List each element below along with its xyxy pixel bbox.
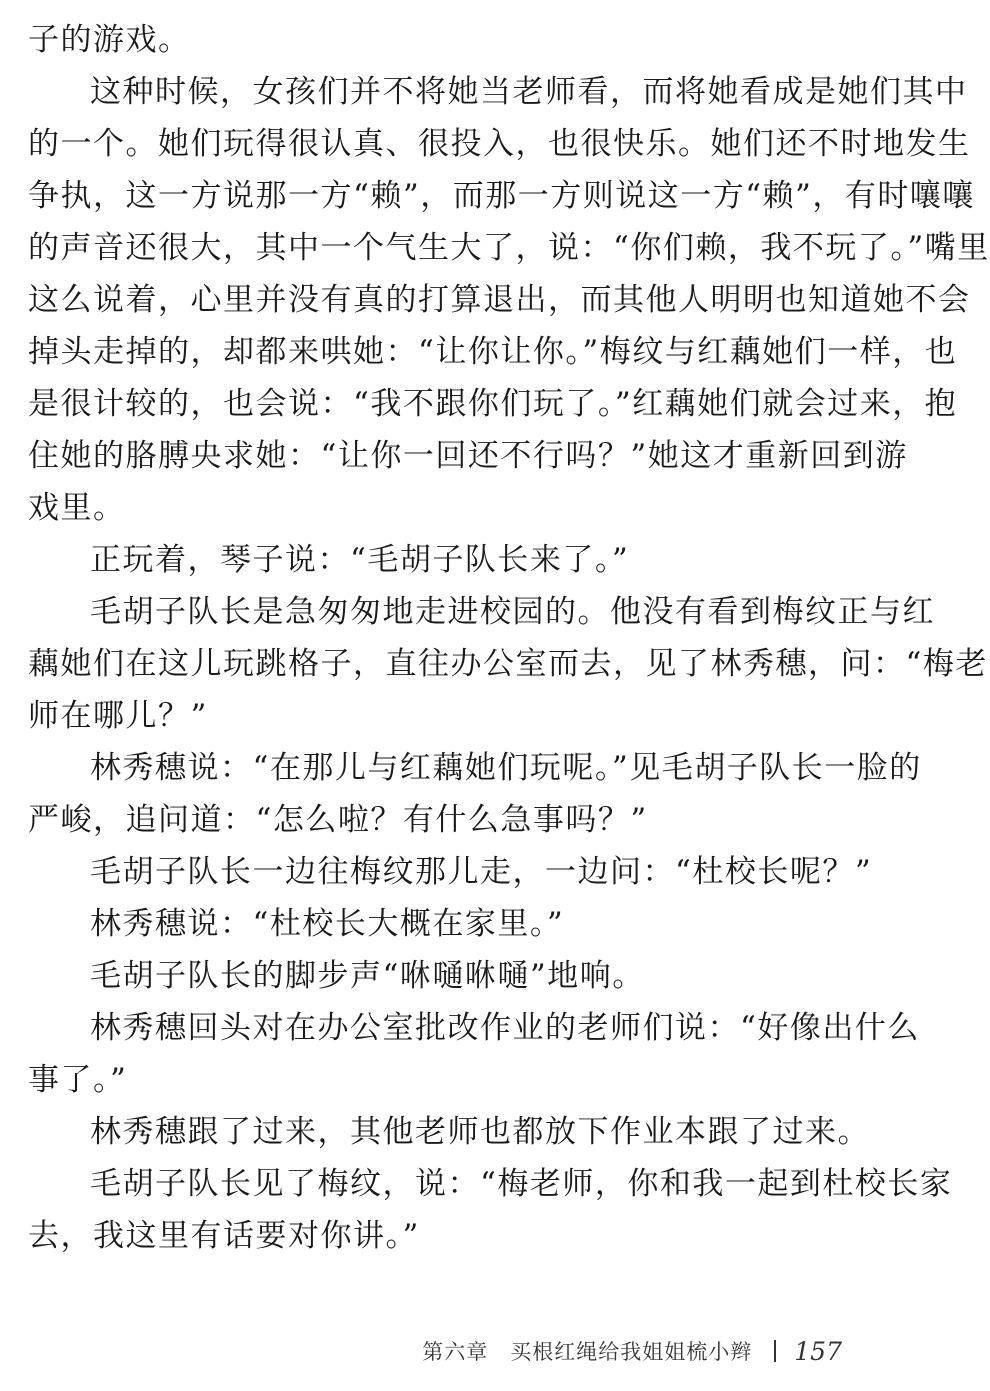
- text-line: 毛胡子队长的脚步声“咻嗵咻嗵”地响。: [90, 958, 645, 994]
- text-line: 这种时候，女孩们并不将她当老师看，而将她看成是她们其中: [90, 74, 968, 110]
- text-line: 住她的胳膊央求她：“让你一回还不行吗？”她这才重新回到游: [28, 438, 908, 474]
- text-line: 子的游戏。: [28, 22, 191, 58]
- text-line: 戏里。: [28, 490, 126, 526]
- text-line: 去，我这里有话要对你讲。”: [28, 1218, 420, 1254]
- text-line: 林秀穗跟了过来，其他老师也都放下作业本跟了过来。: [90, 1114, 870, 1150]
- text-line: 正玩着，琴子说：“毛胡子队长来了。”: [90, 542, 630, 578]
- text-line: 毛胡子队长一边往梅纹那儿走，一边问：“杜校长呢？”: [90, 854, 873, 890]
- text-line: 这么说着，心里并没有真的打算退出，而其他人明明也知道她不会: [28, 282, 971, 318]
- page-footer: [422, 1334, 842, 1368]
- text-line: 掉头走掉的，却都来哄她：“让你让你。”梅纹与红藕她们一样，也: [28, 334, 958, 370]
- chapter-title: 第六章 买根红绳给我姐姐梳小辫: [422, 1340, 753, 1364]
- footer-divider: [774, 1340, 776, 1362]
- book-page-body: [28, 14, 990, 1262]
- text-line: 林秀穗回头对在办公室批改作业的老师们说：“好像出什么: [90, 1010, 920, 1046]
- text-line: 藕她们在这儿玩跳格子，直往办公室而去，见了林秀穗，问：“梅老: [28, 646, 988, 682]
- text-line: 事了。”: [28, 1062, 128, 1098]
- text-line: 争执，这一方说那一方“赖”，而那一方则说这一方“赖”，有时嚷嚷: [28, 178, 975, 214]
- text-line: 师在哪儿？”: [28, 698, 208, 734]
- text-line: 林秀穗说：“杜校长大概在家里。”: [90, 906, 565, 942]
- text-line: 林秀穗说：“在那儿与红藕她们玩呢。”见毛胡子队长一脸的: [90, 750, 922, 786]
- text-line: 毛胡子队长是急匆匆地走进校园的。他没有看到梅纹正与红: [90, 594, 935, 630]
- text-line: 毛胡子队长见了梅纹，说：“梅老师，你和我一起到杜校长家: [90, 1166, 953, 1202]
- text-line: 是很计较的，也会说：“我不跟你们玩了。”红藕她们就会过来，抱: [28, 386, 958, 422]
- text-line: 严峻，追问道：“怎么啦？有什么急事吗？”: [28, 802, 648, 838]
- page-number: 157: [794, 1336, 842, 1366]
- text-line: 的一个。她们玩得很认真、很投入，也很快乐。她们还不时地发生: [28, 126, 971, 162]
- text-line: 的声音还很大，其中一个气生大了，说：“你们赖，我不玩了。”嘴里: [28, 230, 990, 266]
